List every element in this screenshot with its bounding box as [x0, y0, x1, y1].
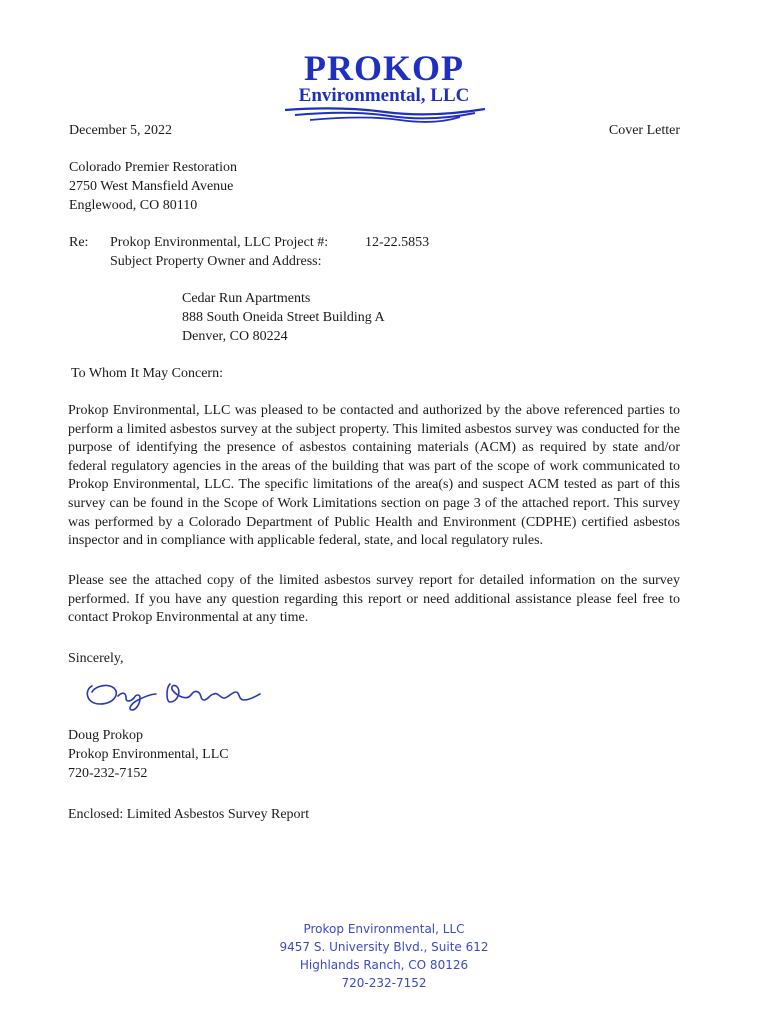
footer-phone: 720-232-7152: [341, 976, 427, 990]
company-logo-name: PROKOP: [304, 48, 464, 88]
enclosure-note: Enclosed: Limited Asbestos Survey Report: [68, 807, 310, 822]
signer-phone: 720-232-7152: [68, 766, 148, 781]
re-label: Re:: [69, 235, 89, 250]
recipient-street: 2750 West Mansfield Avenue: [69, 179, 234, 194]
signature-image: [82, 678, 272, 718]
property-street: 888 South Oneida Street Building A: [182, 310, 385, 325]
recipient-city: Englewood, CO 80110: [69, 198, 198, 213]
project-number: 12-22.5853: [365, 235, 430, 250]
signer-name: Doug Prokop: [68, 728, 144, 743]
logo-waves-icon: [280, 104, 490, 124]
owner-address-label: Subject Property Owner and Address:: [110, 254, 322, 269]
document-type: Cover Letter: [608, 123, 680, 138]
footer-company: Prokop Environmental, LLC: [303, 922, 465, 936]
footer-address-line-2: Highlands Ranch, CO 80126: [299, 958, 469, 972]
signer-company: Prokop Environmental, LLC: [68, 747, 229, 762]
body-paragraph-1: Prokop Environmental, LLC was pleased to be contacted and authorized by the above referenced parties to perform a limited asbestos survey at the subject property. This limited asbestos survey was conducted for the purpose of identifying the presence of asbestos containing materials (ACM) as required by state and/or federal regulatory agencies in the areas of the building that was part of the scope of work communicated to Prokop Environmental, LLC. The specific limitations of the area(s) and suspect ACM tested as part of this survey can be found in the Scope of Work Limitations section on page 3 of the attached report. This survey was performed by a Colorado Department of Public Health and Environment (CDPHE) certified asbestos inspector and in compliance with applicable federal, state, and local regulatory rules.: [68, 403, 680, 549]
company-logo-subtitle: Environmental, LLC: [298, 85, 470, 106]
letter-date: December 5, 2022: [69, 123, 173, 138]
project-label: Prokop Environmental, LLC Project #:: [110, 235, 329, 250]
footer-address-line-1: 9457 S. University Blvd., Suite 612: [279, 940, 489, 954]
salutation: To Whom It May Concern:: [71, 366, 223, 381]
property-city: Denver, CO 80224: [182, 329, 288, 344]
closing: Sincerely,: [68, 651, 124, 666]
property-name: Cedar Run Apartments: [182, 291, 311, 306]
recipient-name: Colorado Premier Restoration: [69, 160, 237, 175]
body-paragraph-2: Please see the attached copy of the limited asbestos survey report for detailed information on the survey performed. If you have any question regarding this report or need additional assistance please feel free to contact Prokop Environmental at any time.: [68, 573, 680, 626]
